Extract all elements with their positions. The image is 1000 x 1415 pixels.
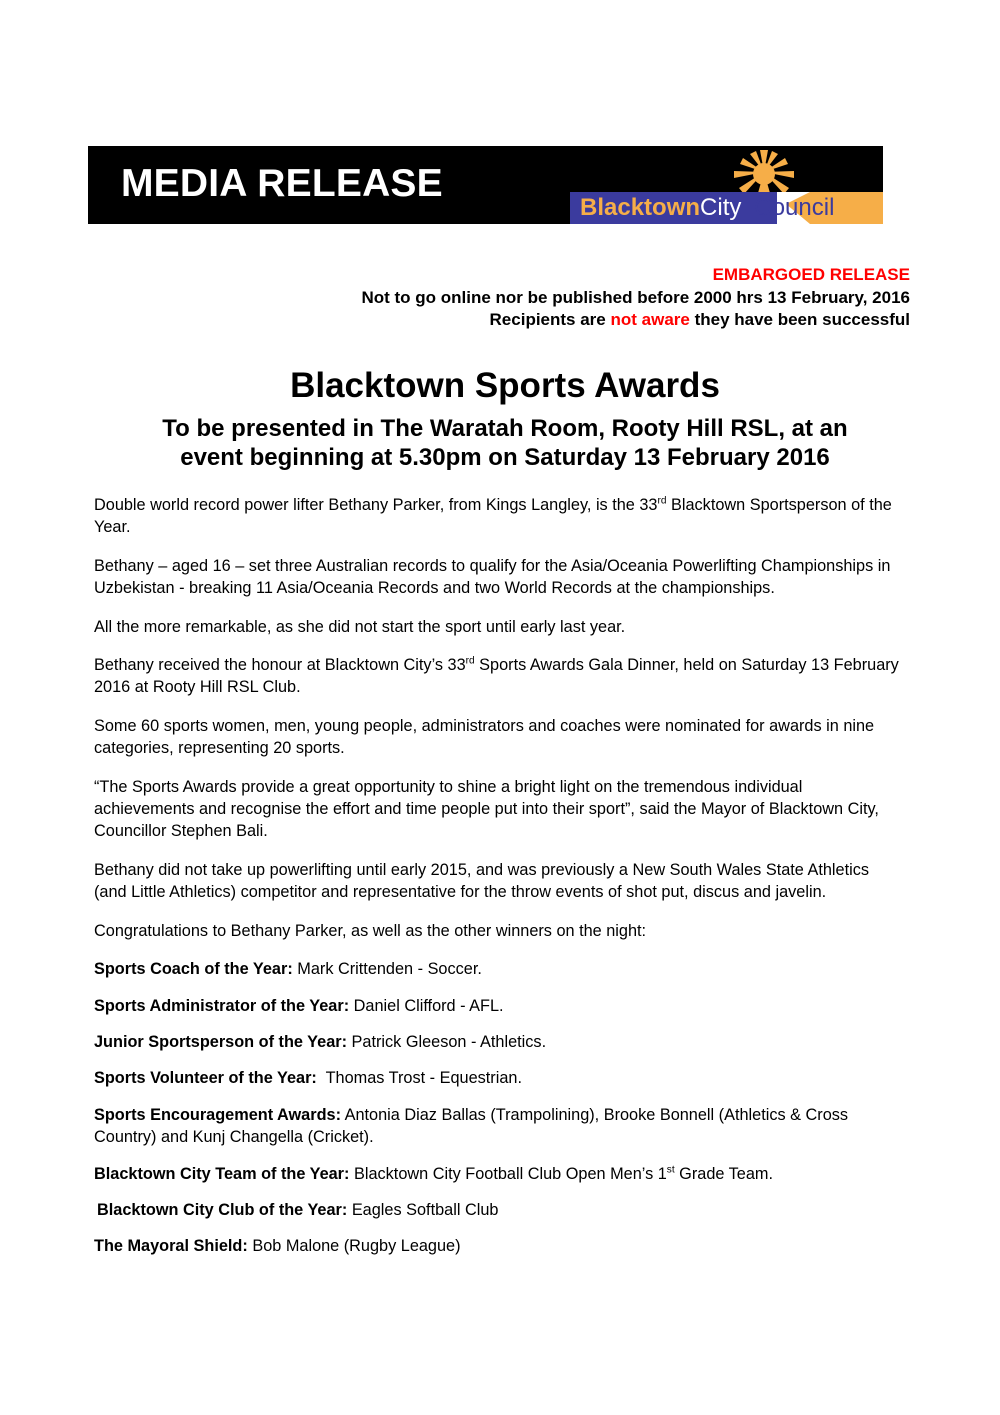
- paragraph-4-part-a: Bethany received the honour at Blacktown City’s 33: [94, 656, 466, 675]
- page-title: MEDIA RELEASE: [121, 162, 443, 205]
- award-title: Sports Coach of the Year:: [94, 960, 293, 979]
- embargo-recipients-prefix: Recipients are: [489, 310, 611, 329]
- paragraph-6: “The Sports Awards provide a great opportunity to shine a bright light on the tremendous individual achievements and recognise the effort and time people put into their sport”, said the Mayor of Blacktown City, Councillor Stephen Bali.: [94, 777, 879, 841]
- award-winner: Patrick Gleeson - Athletics.: [347, 1032, 547, 1051]
- paragraph-5: Some 60 sports women, men, young people, administrators and coaches were nominated for awards in nine categories, representing 20 sports.: [94, 716, 875, 758]
- embargo-headline: EMBARGOED RELEASE: [712, 265, 910, 284]
- paragraph-4-part-b: Sports Awards Gala Dinner, held on Saturday 13 February 2016 at Rooty Hill RSL Club.: [94, 656, 899, 697]
- paragraph-1-part-b: Blacktown Sportsperson of the Year.: [94, 496, 892, 537]
- award-winner: Antonia Diaz Ballas (Trampolining), Brooke Bonnell (Athletics & Cross Country) and Kunj Changella (Cricket).: [94, 1105, 849, 1147]
- award-item: [94, 1067, 906, 1089]
- award-winner: Eagles Softball Club: [347, 1200, 499, 1219]
- embargo-notice: [100, 264, 910, 332]
- paragraph-1-part-a: Double world record power lifter Bethany Parker, from Kings Langley, is the 33: [94, 496, 658, 514]
- award-item: [94, 958, 906, 980]
- ordinal-suffix-rd: rd: [465, 655, 475, 667]
- award-title: Blacktown City Club of the Year:: [97, 1200, 348, 1219]
- award-title: Sports Volunteer of the Year:: [94, 1069, 317, 1088]
- award-title: Junior Sportsperson of the Year:: [94, 1032, 348, 1051]
- paragraph-4: [94, 654, 906, 699]
- award-item: [94, 1104, 906, 1149]
- document-subtitle-line1: To be presented in The Waratah Room, Rooty Hill RSL, at an: [162, 415, 848, 442]
- embargo-recipients-suffix: they have been successful: [689, 310, 910, 329]
- award-title: The Mayoral Shield:: [94, 1237, 248, 1256]
- blacktown-city-council-logo: [570, 150, 883, 224]
- document-title: Blacktown Sports Awards: [290, 366, 720, 405]
- embargo-recipients-highlight: not aware: [610, 310, 690, 329]
- paragraph-3: All the more remarkable, as she did not start the sport until early last year.: [94, 617, 626, 636]
- award-title: Sports Administrator of the Year:: [94, 996, 350, 1015]
- award-winner-part-a: Blacktown City Football Club Open Men’s 1: [349, 1164, 667, 1183]
- header-bar: [88, 146, 883, 224]
- logo-word-blacktown: Blacktown: [580, 194, 701, 221]
- logo-word-city: City: [700, 194, 742, 221]
- logo-color-bands: [570, 192, 883, 224]
- ordinal-suffix-st: st: [666, 1164, 675, 1176]
- award-winner: Bob Malone (Rugby League): [247, 1237, 461, 1256]
- award-title: Sports Encouragement Awards:: [94, 1105, 341, 1124]
- document-subtitle-line2: event beginning at 5.30pm on Saturday 13 February 2016: [180, 444, 830, 471]
- logo-wordmark: [570, 192, 883, 224]
- embargo-date-line: Not to go online nor be published before 2000 hrs 13 February, 2016: [361, 287, 910, 307]
- ordinal-suffix-rd: rd: [657, 495, 667, 507]
- body-content: [94, 494, 906, 1272]
- embargo-recipients-line: [100, 309, 910, 332]
- award-item: [94, 995, 906, 1017]
- award-item: [94, 1235, 906, 1257]
- award-item: [94, 1031, 906, 1053]
- paragraph-7: Bethany did not take up powerlifting until early 2015, and was previously a New South Wales State Athletics (and Little Athletics) competitor and representative for the throw events of shot put, discus and javelin.: [94, 860, 870, 902]
- award-item: [94, 1163, 906, 1185]
- document-subtitle: [100, 414, 910, 472]
- award-winner: Daniel Clifford - AFL.: [349, 996, 504, 1015]
- award-item: [94, 1199, 906, 1221]
- paragraph-1: [94, 494, 906, 539]
- logo-word-council: Council: [754, 194, 835, 221]
- award-winner: Mark Crittenden - Soccer.: [292, 960, 482, 979]
- paragraph-8: Congratulations to Bethany Parker, as well as the other winners on the night:: [94, 921, 647, 940]
- paragraph-2: Bethany – aged 16 – set three Australian records to qualify for the Asia/Oceania Powerlifting Championships in Uzbekistan - breaking 11 Asia/Oceania Records and two World Records at the championships.: [94, 556, 891, 598]
- award-title: Blacktown City Team of the Year:: [94, 1164, 350, 1183]
- award-winner: Thomas Trost - Equestrian.: [316, 1069, 522, 1088]
- award-winner-part-b: Grade Team.: [674, 1164, 773, 1183]
